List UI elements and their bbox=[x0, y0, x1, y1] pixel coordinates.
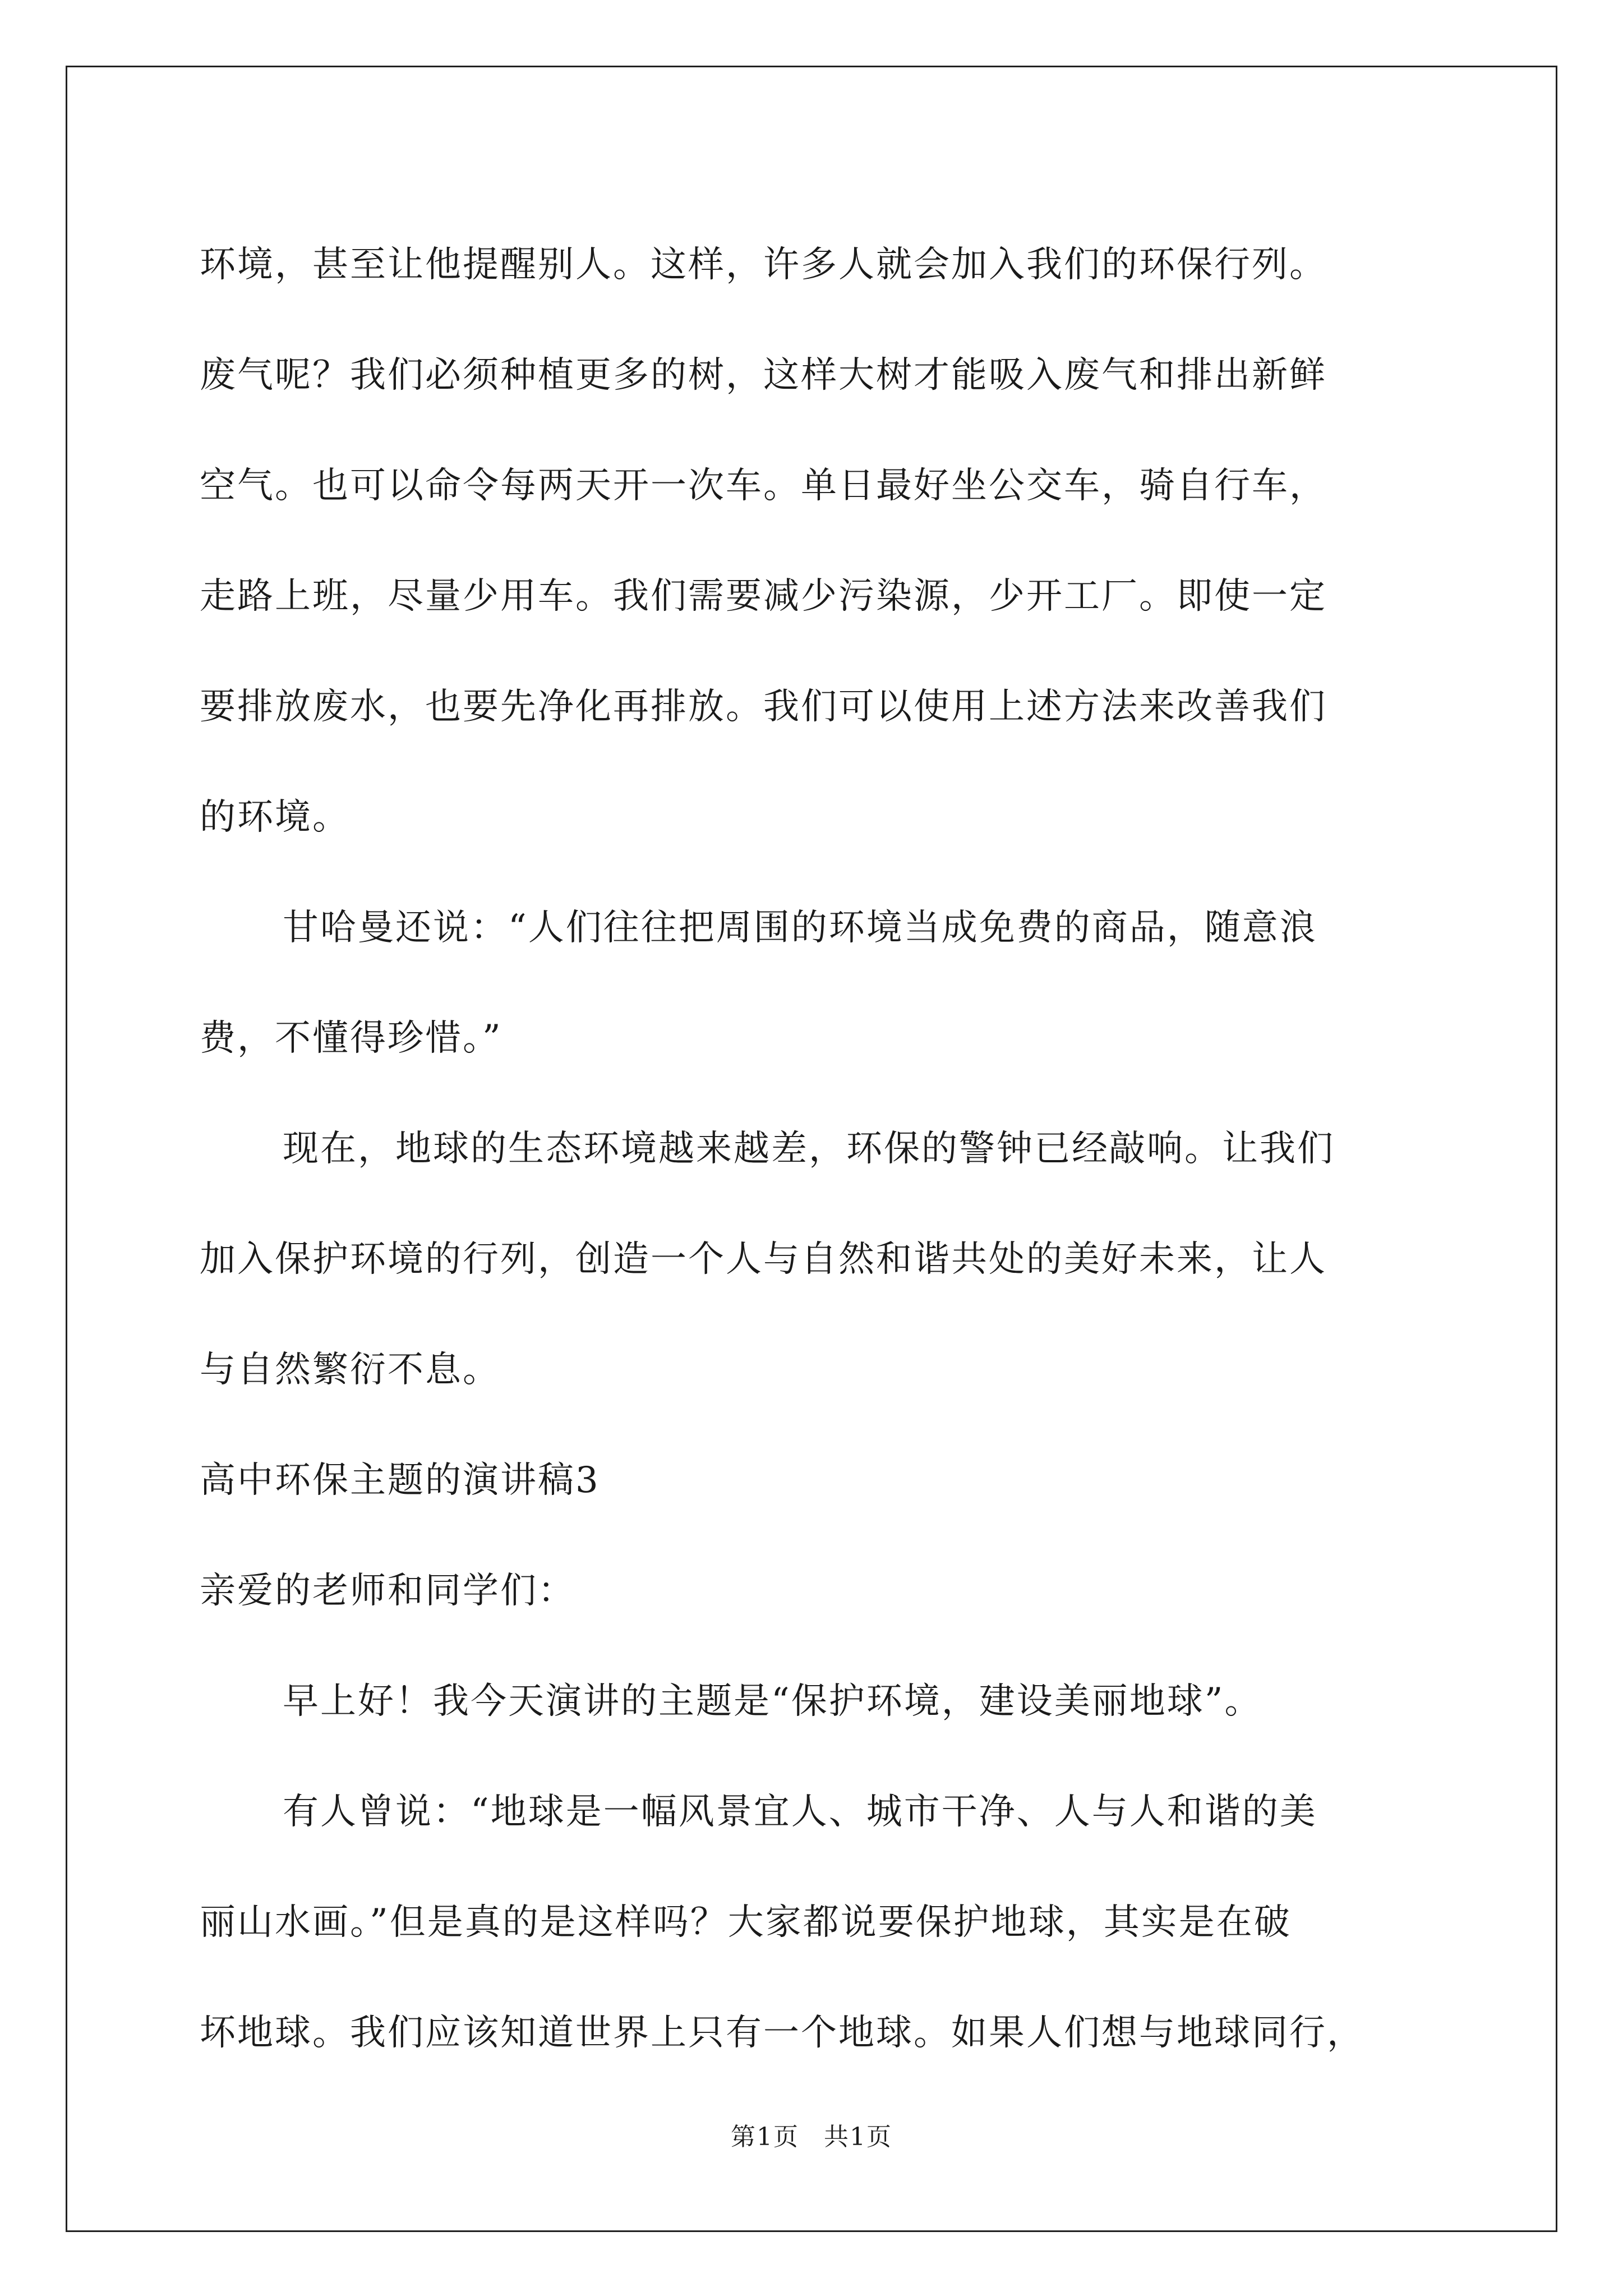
text-line: 费，不懂得珍惜。” bbox=[200, 1018, 502, 1059]
text-line: 环境，甚至让他提醒别人。这样，许多人就会加入我们的环保行列。 bbox=[200, 244, 1327, 286]
paragraph-first-line: 现在，地球的生态环境越来越差，环保的警钟已经敲响。让我们 bbox=[283, 1128, 1335, 1170]
salutation: 亲爱的老师和同学们： bbox=[200, 1570, 575, 1612]
text-line: 丽山水画。”但是真的是这样吗？大家都说要保护地球，其实是在破 bbox=[200, 1902, 1292, 1943]
text-line: 走路上班，尽量少用车。我们需要减少污染源，少开工厂。即使一定 bbox=[200, 576, 1327, 617]
text-line: 空气。也可以命令每两天开一次车。单日最好坐公交车，骑自行车， bbox=[200, 465, 1327, 507]
text-line: 加入保护环境的行列，创造一个人与自然和谐共处的美好未来，让人 bbox=[200, 1239, 1327, 1280]
document-body bbox=[200, 210, 1433, 2088]
text-line: 要排放废水，也要先净化再排放。我们可以使用上述方法来改善我们 bbox=[200, 686, 1327, 728]
page-number: 第1页 bbox=[731, 2123, 799, 2151]
text-line: 的环境。 bbox=[200, 797, 350, 838]
section-title: 高中环保主题的演讲稿3 bbox=[200, 1460, 600, 1501]
paragraph-first-line: 有人曾说：“地球是一幅风景宜人、城市干净、人与人和谐的美 bbox=[283, 1791, 1317, 1833]
paragraph-first-line: 甘哈曼还说：“人们往往把周围的环境当成免费的商品，随意浪 bbox=[283, 907, 1317, 949]
paragraph-first-line: 早上好！我今天演讲的主题是“保护环境，建设美丽地球”。 bbox=[283, 1681, 1262, 1722]
text-line: 废气呢？我们必须种植更多的树，这样大树才能吸入废气和排出新鲜 bbox=[200, 355, 1327, 396]
text-line: 坏地球。我们应该知道世界上只有一个地球。如果人们想与地球同行， bbox=[200, 2012, 1364, 2054]
page-footer bbox=[0, 2120, 1623, 2154]
page-total: 共1页 bbox=[824, 2123, 892, 2151]
text-line: 与自然繁衍不息。 bbox=[200, 1349, 500, 1391]
